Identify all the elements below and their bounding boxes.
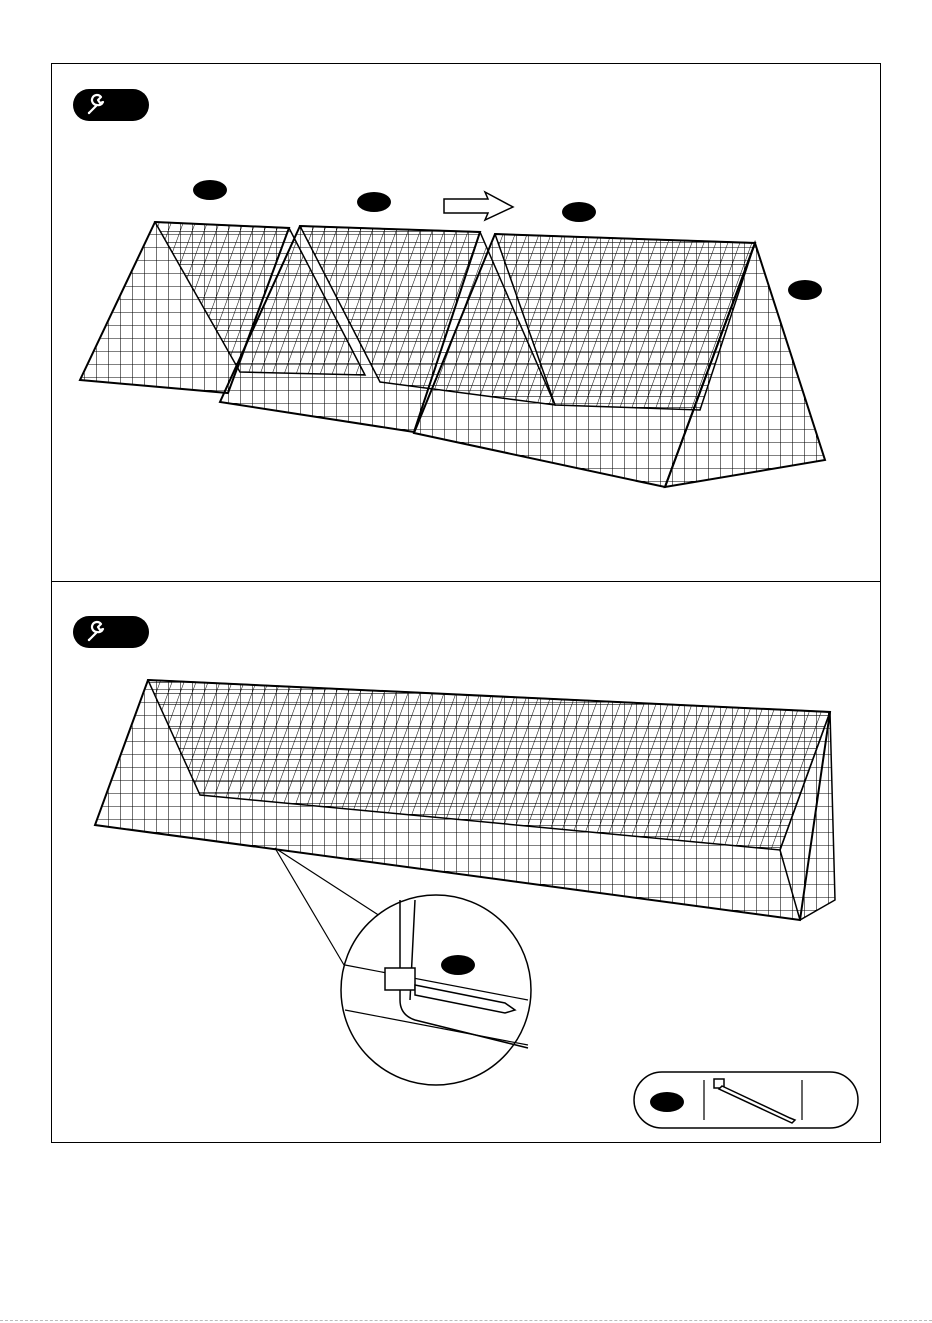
arrow-right-icon (444, 192, 513, 220)
step-2-panel (51, 581, 881, 1143)
callout-parts-box (650, 1092, 684, 1112)
wrench-icon (83, 620, 111, 644)
page-edge (0, 1320, 932, 1321)
callout-zip-tie-detail (441, 955, 475, 975)
step-2-tool-badge (73, 616, 149, 648)
